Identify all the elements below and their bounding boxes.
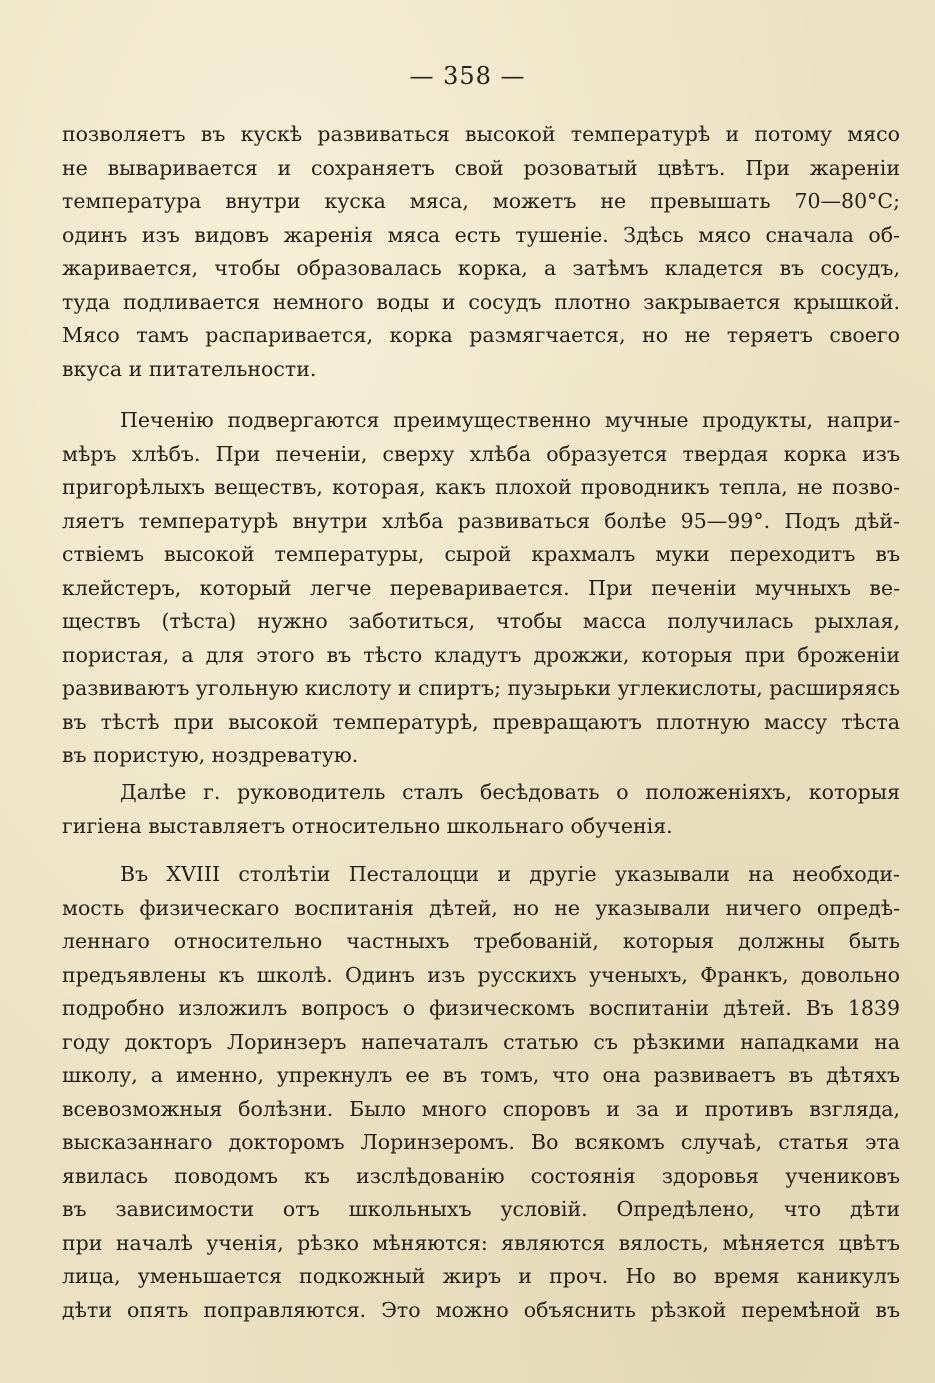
- text-line: не вываривается и сохраняетъ свой розоватый цвѣтъ. При жареніи: [62, 155, 900, 180]
- text-line: дѣти опять поправляются. Это можно объяснить рѣзкой перемѣной въ: [62, 1297, 900, 1322]
- paragraph-hygiene-intro: [62, 776, 900, 843]
- text-line: при началѣ ученія, рѣзко мѣняются: являются вялость, мѣняется цвѣтъ: [62, 1230, 900, 1255]
- text-line: туда подливается немного воды и сосудъ плотно закрывается крышкой.: [62, 289, 900, 314]
- text-line: ляетъ температурѣ внутри хлѣба развиваться болѣе 95—99°. Подъ дѣй-: [62, 508, 900, 533]
- text-line: явилась поводомъ къ изслѣдованію состоянія здоровья учениковъ: [62, 1163, 900, 1188]
- text-line: году докторъ Лоринзеръ напечаталъ статью съ рѣзкими нападками на: [62, 1029, 900, 1054]
- text-line: Далѣе г. руководитель сталъ бесѣдовать о положеніяхъ, которыя: [120, 780, 900, 804]
- text-line: въ пористую, ноздреватую.: [62, 743, 359, 767]
- paragraph-baking: [62, 404, 900, 773]
- text-line: вкуса и питательности.: [62, 356, 317, 381]
- text-line: школу, а именно, упрекнулъ ее въ томъ, что она развиваетъ въ дѣтяхъ: [62, 1063, 900, 1087]
- text-line: ствіемъ высокой температуры, сырой крахмалъ муки переходитъ въ: [62, 542, 900, 566]
- text-line: позволяетъ въ кускѣ развиваться высокой температурѣ и потому мясо: [62, 122, 900, 146]
- text-line: высказаннаго докторомъ Лоринзеромъ. Во всякомъ случаѣ, статья эта: [62, 1130, 900, 1154]
- page-number: — 358 —: [409, 62, 526, 90]
- text-line: Мясо тамъ распаривается, корка размягчается, но не теряетъ своего: [62, 323, 900, 347]
- text-line: всевозможныя болѣзни. Было много споровъ и за и противъ взгляда,: [62, 1096, 900, 1121]
- text-line: одинъ изъ видовъ жаренія мяса есть тушеніе. Здѣсь мясо сначала об-: [62, 222, 900, 247]
- text-line: предъявлены къ школѣ. Одинъ изъ русскихъ ученыхъ, Франкъ, довольно: [62, 962, 900, 987]
- text-line: клейстеръ, который легче переваривается. При печеніи мучныхъ ве-: [62, 575, 900, 600]
- text-line: ществъ (тѣста) нужно заботиться, чтобы масса получилась рыхлая,: [62, 609, 900, 633]
- text-line: мость физическаго воспитанія дѣтей, но не указывали ничего опредѣ-: [62, 895, 900, 920]
- text-line: температура внутри куска мяса, можетъ не превышать 70—80°С;: [62, 189, 900, 213]
- text-line: въ тѣстѣ при высокой температурѣ, превращаютъ плотную массу тѣста: [62, 709, 900, 734]
- text-line: лица, уменьшается подкожный жиръ и проч. Но во время каникулъ: [62, 1264, 900, 1288]
- text-line: жаривается, чтобы образовалась корка, а затѣмъ кладется въ сосудъ,: [62, 256, 900, 280]
- text-line: подробно изложилъ вопросъ о физическомъ воспитаніи дѣтей. Въ 1839: [62, 996, 900, 1020]
- paragraph-meat-cooking: [62, 118, 900, 386]
- paragraph-school-history: [62, 858, 900, 1327]
- text-line: развиваютъ угольную кислоту и спиртъ; пузырьки углекислоты, расширяясь: [62, 676, 900, 700]
- text-line: пригорѣлыхъ веществъ, которая, какъ плохой проводникъ тепла, не позво-: [62, 475, 900, 499]
- text-line: гигіена выставляетъ относительно школьнаго обученія.: [62, 813, 673, 838]
- text-line: пористая, а для этого въ тѣсто кладутъ дрожжи, которыя при броженіи: [62, 642, 900, 667]
- text-line: леннаго относительно частныхъ требованій, которыя должны быть: [62, 929, 900, 953]
- text-line: Въ XVIII столѣтіи Песталоцци и другіе указывали на необходи-: [120, 862, 900, 886]
- text-line: Печенію подвергаются преимущественно мучные продукты, напри-: [120, 408, 900, 432]
- text-line: въ зависимости отъ школьныхъ условій. Опредѣлено, что дѣти: [62, 1197, 900, 1221]
- text-line: мѣръ хлѣбъ. При печеніи, сверху хлѣба образуется твердая корка изъ: [62, 441, 900, 466]
